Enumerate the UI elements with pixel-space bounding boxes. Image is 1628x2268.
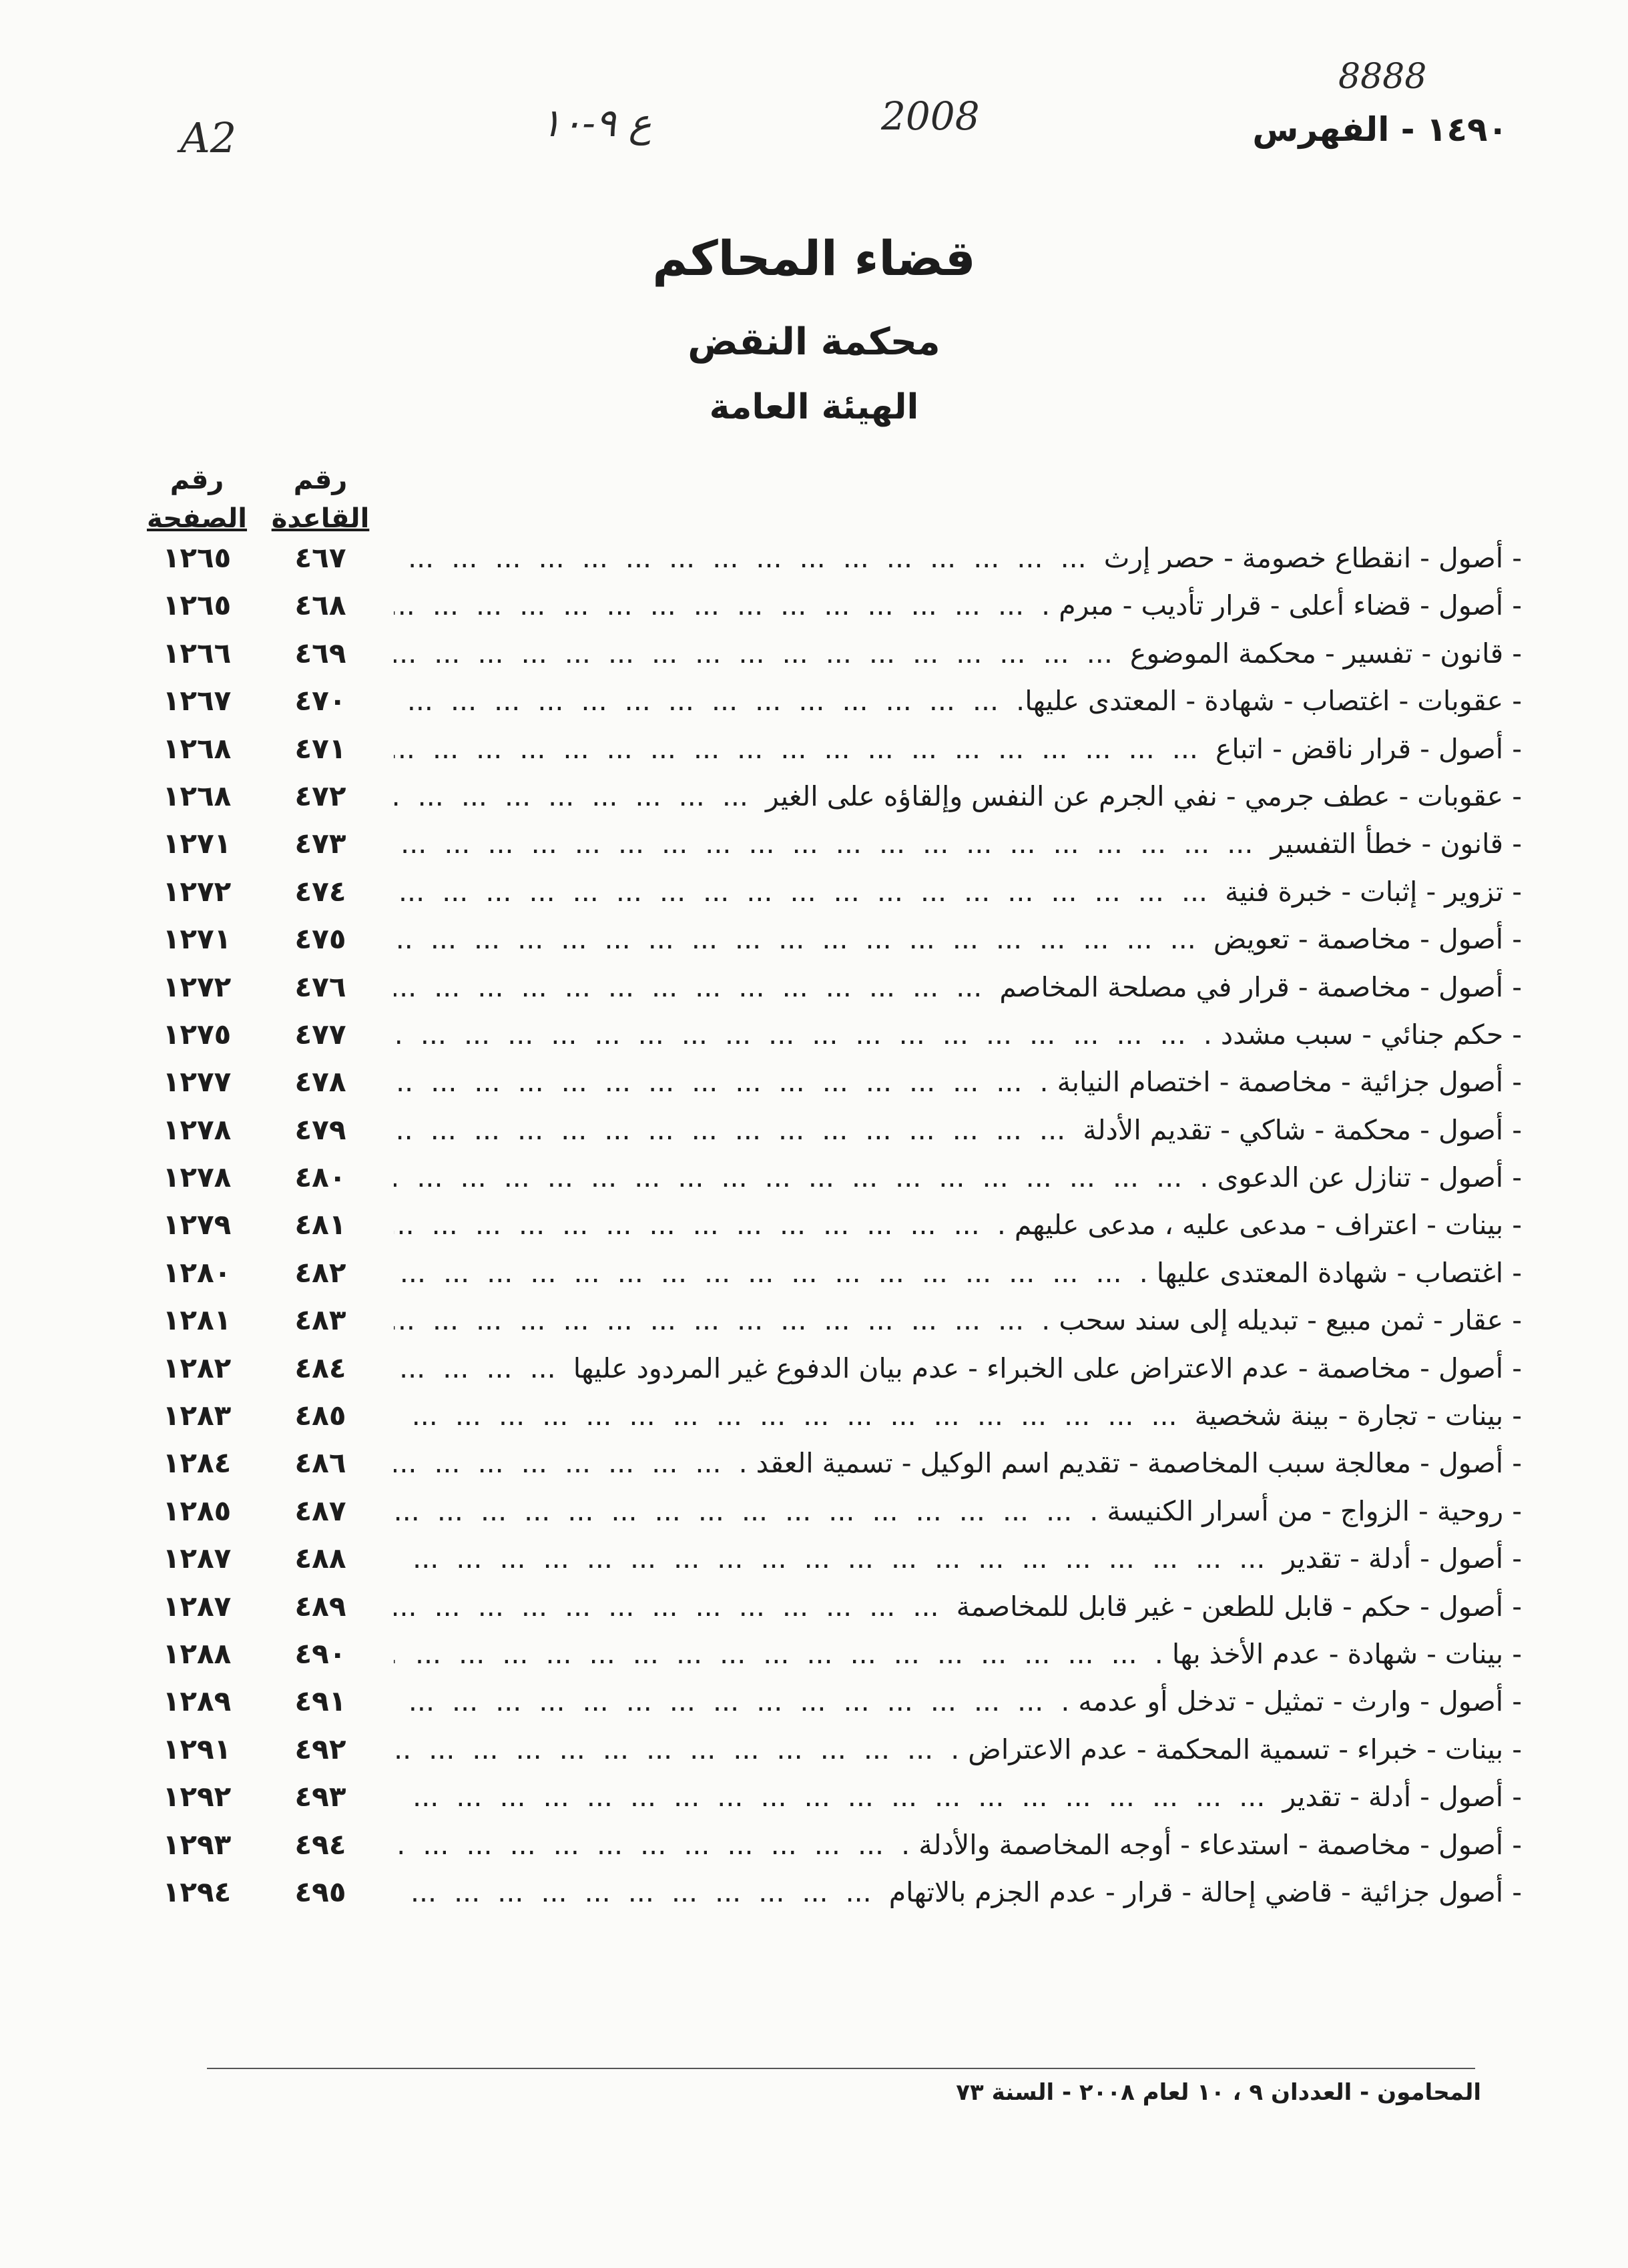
index-entry bbox=[133, 772, 1522, 820]
entry-topic: - أصول - قضاء أعلى - قرار تأديب - مبرم . ... bbox=[394, 585, 1522, 625]
entry-rule-number: ٤٩٣ bbox=[294, 1780, 346, 1813]
entry-rule-number: ٤٩١ bbox=[294, 1685, 346, 1718]
index-entry bbox=[133, 1296, 1522, 1344]
entry-rule-number: ٤٧٢ bbox=[294, 779, 346, 812]
index-entry bbox=[133, 534, 1522, 581]
entry-rule-number: ٤٧٤ bbox=[294, 874, 346, 908]
entry-rule-number: ٤٧٠ bbox=[294, 684, 346, 718]
index-entry bbox=[133, 1392, 1522, 1439]
entry-page-number: ١٢٦٧ bbox=[162, 684, 232, 718]
index-entry bbox=[133, 820, 1522, 867]
rule-number-column-header bbox=[257, 461, 384, 538]
index-entry bbox=[133, 1773, 1522, 1820]
entry-rule-number: ٤٧٦ bbox=[294, 970, 346, 1003]
entry-page-number: ١٢٧٥ bbox=[162, 1017, 232, 1051]
entry-topic: - أصول - معالجة سبب المخاصمة - تقديم اسم الوكيل - تسمية العقد . ... bbox=[394, 1443, 1522, 1483]
handwritten-note-corner: 8888 bbox=[1338, 57, 1427, 97]
index-entry bbox=[133, 915, 1522, 962]
entry-topic: - أصول جزائية - مخاصمة - اختصام النيابة . ... bbox=[394, 1062, 1522, 1102]
entry-topic: - أصول - مخاصمة - قرار في مصلحة المخاصم ... bbox=[394, 967, 1522, 1007]
entry-rule-number: ٤٨١ bbox=[294, 1208, 346, 1241]
entry-topic: - عقوبات - عطف جرمي - نفي الجرم عن النفس وإلقاؤه على الغير ... bbox=[394, 776, 1522, 816]
entry-rule-number: ٤٧٣ bbox=[294, 827, 346, 860]
index-entry bbox=[133, 1868, 1522, 1916]
index-entry bbox=[133, 868, 1522, 915]
entry-topic: - أصول - وارث - تمثيل - تدخل أو عدمه . ... bbox=[394, 1681, 1522, 1721]
entry-topic: - بينات - خبراء - تسمية المحكمة - عدم الاعتراض . ... bbox=[394, 1729, 1522, 1769]
index-entry bbox=[133, 1677, 1522, 1725]
handwritten-note-left: A2 bbox=[180, 113, 237, 162]
court-name: محكمة النقض bbox=[688, 320, 940, 364]
entry-page-number: ١٢٨٩ bbox=[162, 1685, 232, 1718]
entry-page-number: ١٢٦٥ bbox=[162, 541, 232, 574]
entry-topic: - قانون - خطأ التفسير ... bbox=[394, 824, 1522, 864]
entry-page-number: ١٢٨٣ bbox=[162, 1399, 232, 1432]
entry-page-number: ١٢٦٨ bbox=[162, 732, 232, 765]
index-entry bbox=[133, 963, 1522, 1011]
index-entry bbox=[133, 1106, 1522, 1153]
entry-rule-number: ٤٧٥ bbox=[294, 922, 346, 956]
index-entry bbox=[133, 1487, 1522, 1534]
entry-page-number: ١٢٨٨ bbox=[162, 1637, 232, 1670]
entry-rule-number: ٤٨٠ bbox=[294, 1161, 346, 1194]
entry-page-number: ١٢٨٤ bbox=[162, 1446, 232, 1480]
entry-rule-number: ٤٦٨ bbox=[294, 589, 346, 622]
index-entry bbox=[133, 1534, 1522, 1582]
entry-page-number: ١٢٧٨ bbox=[162, 1113, 232, 1146]
entry-rule-number: ٤٨٤ bbox=[294, 1351, 346, 1384]
entry-topic: - أصول - مخاصمة - تعويض ... bbox=[394, 919, 1522, 959]
entry-rule-number: ٤٨٨ bbox=[294, 1542, 346, 1575]
entry-topic: - أصول - أدلة - تقدير ... bbox=[394, 1777, 1522, 1817]
entry-rule-number: ٤٨٢ bbox=[294, 1255, 346, 1289]
entry-rule-number: ٤٧٧ bbox=[294, 1017, 346, 1051]
page-header-top: رقم bbox=[170, 465, 224, 495]
index-entry bbox=[133, 1011, 1522, 1058]
entry-page-number: ١٢٩٢ bbox=[162, 1780, 232, 1813]
entry-rule-number: ٤٧١ bbox=[294, 732, 346, 765]
index-entry bbox=[133, 1725, 1522, 1773]
entry-topic: - تزوير - إثبات - خبرة فنية ... bbox=[394, 872, 1522, 912]
entry-page-number: ١٢٨٠ bbox=[162, 1255, 232, 1289]
entry-rule-number: ٤٨٩ bbox=[294, 1589, 346, 1623]
entry-topic: - أصول - محكمة - شاكي - تقديم الأدلة ... bbox=[394, 1110, 1522, 1150]
entry-topic: - أصول - تنازل عن الدعوى . ... bbox=[394, 1157, 1522, 1197]
entry-page-number: ١٢٧١ bbox=[162, 922, 232, 956]
footer-divider bbox=[207, 2068, 1475, 2069]
index-entry bbox=[133, 1630, 1522, 1677]
page-footer: المحامون - العددان ٩ ، ١٠ لعام ٢٠٠٨ - السنة ٧٣ bbox=[956, 2079, 1481, 2106]
index-entry bbox=[133, 1153, 1522, 1201]
entry-rule-number: ٤٨٥ bbox=[294, 1399, 346, 1432]
page-number-column-header bbox=[133, 461, 260, 538]
handwritten-note-year: 2008 bbox=[881, 93, 980, 139]
entry-page-number: ١٢٨٥ bbox=[162, 1494, 232, 1527]
panel-name: الهيئة العامة bbox=[709, 387, 919, 427]
entry-rule-number: ٤٧٨ bbox=[294, 1065, 346, 1099]
entry-page-number: ١٢٧٩ bbox=[162, 1208, 232, 1241]
entry-rule-number: ٤٩٤ bbox=[294, 1827, 346, 1861]
entry-topic: - أصول - قرار ناقض - اتباع ... bbox=[394, 729, 1522, 769]
rule-header-top: رقم bbox=[293, 465, 348, 495]
index-entry bbox=[133, 1344, 1522, 1392]
entry-rule-number: ٤٩٥ bbox=[294, 1875, 346, 1908]
entry-rule-number: ٤٧٩ bbox=[294, 1113, 346, 1146]
entry-rule-number: ٤٦٧ bbox=[294, 541, 346, 574]
entry-page-number: ١٢٩٣ bbox=[162, 1827, 232, 1861]
entry-topic: - اغتصاب - شهادة المعتدى عليها . ... bbox=[394, 1253, 1522, 1293]
entry-page-number: ١٢٦٦ bbox=[162, 636, 232, 669]
entry-page-number: ١٢٨٧ bbox=[162, 1589, 232, 1623]
index-entry bbox=[133, 1821, 1522, 1868]
entry-topic: - أصول جزائية - قاضي إحالة - قرار - عدم الجزم بالاتهام ... bbox=[394, 1872, 1522, 1912]
page-title: قضاء المحاكم bbox=[652, 230, 976, 286]
index-entry bbox=[133, 1201, 1522, 1248]
page-header-bottom: الصفحة bbox=[146, 503, 248, 534]
entry-rule-number: ٤٨٦ bbox=[294, 1446, 346, 1480]
entry-page-number: ١٢٦٥ bbox=[162, 589, 232, 622]
entry-page-number: ١٢٦٨ bbox=[162, 779, 232, 812]
entry-page-number: ١٢٧١ bbox=[162, 827, 232, 860]
entry-rule-number: ٤٨٧ bbox=[294, 1494, 346, 1527]
entry-topic: - قانون - تفسير - محكمة الموضوع ... bbox=[394, 633, 1522, 673]
index-entry bbox=[133, 1439, 1522, 1486]
entry-page-number: ١٢٨٢ bbox=[162, 1351, 232, 1384]
entry-rule-number: ٤٨٣ bbox=[294, 1304, 346, 1337]
entry-topic: - بينات - تجارة - بينة شخصية ... bbox=[394, 1396, 1522, 1436]
rule-header-bottom: القاعدة bbox=[271, 503, 370, 534]
entry-topic: - أصول - انقطاع خصومة - حصر إرث ... bbox=[394, 538, 1522, 578]
entry-topic: - بينات - اعتراف - مدعى عليه ، مدعى عليهم . ... bbox=[394, 1205, 1522, 1245]
page-header: ١٤٩٠ - الفهرس bbox=[1252, 110, 1508, 149]
entry-page-number: ١٢٧٨ bbox=[162, 1161, 232, 1194]
entry-page-number: ١٢٩١ bbox=[162, 1732, 232, 1765]
index-list bbox=[133, 534, 1522, 1916]
entry-rule-number: ٤٩٢ bbox=[294, 1732, 346, 1765]
entry-page-number: ١٢٩٤ bbox=[162, 1875, 232, 1908]
entry-topic: - أصول - مخاصمة - عدم الاعتراض على الخبراء - عدم بيان الدفوع غير المردود عليها ... bbox=[394, 1348, 1522, 1388]
handwritten-note-middle: ع ٩-١٠ bbox=[541, 100, 652, 146]
entry-topic: - أصول - مخاصمة - استدعاء - أوجه المخاصمة والأدلة . ... bbox=[394, 1825, 1522, 1865]
entry-topic: - أصول - حكم - قابل للطعن - غير قابل للمخاصمة ... bbox=[394, 1587, 1522, 1627]
entry-topic: - عقار - ثمن مبيع - تبديله إلى سند سحب . ... bbox=[394, 1300, 1522, 1340]
index-entry bbox=[133, 1583, 1522, 1630]
entry-page-number: ١٢٧٢ bbox=[162, 970, 232, 1003]
index-entry bbox=[133, 629, 1522, 677]
entry-topic: - عقوبات - اغتصاب - شهادة - المعتدى عليها. ... bbox=[394, 681, 1522, 721]
entry-rule-number: ٤٦٩ bbox=[294, 636, 346, 669]
entry-page-number: ١٢٧٧ bbox=[162, 1065, 232, 1099]
entry-topic: - روحية - الزواج - من أسرار الكنيسة . ... bbox=[394, 1491, 1522, 1531]
index-entry bbox=[133, 581, 1522, 629]
index-entry bbox=[133, 1249, 1522, 1296]
entry-rule-number: ٤٩٠ bbox=[294, 1637, 346, 1670]
entry-page-number: ١٢٧٢ bbox=[162, 874, 232, 908]
entry-topic: - حكم جنائي - سبب مشدد . ... bbox=[394, 1015, 1522, 1055]
entry-topic: - بينات - شهادة - عدم الأخذ بها . ... bbox=[394, 1634, 1522, 1674]
entry-topic: - أصول - أدلة - تقدير ... bbox=[394, 1538, 1522, 1579]
entry-page-number: ١٢٨١ bbox=[162, 1304, 232, 1337]
index-entry bbox=[133, 725, 1522, 772]
index-entry bbox=[133, 1058, 1522, 1105]
index-entry bbox=[133, 677, 1522, 724]
entry-page-number: ١٢٨٧ bbox=[162, 1542, 232, 1575]
